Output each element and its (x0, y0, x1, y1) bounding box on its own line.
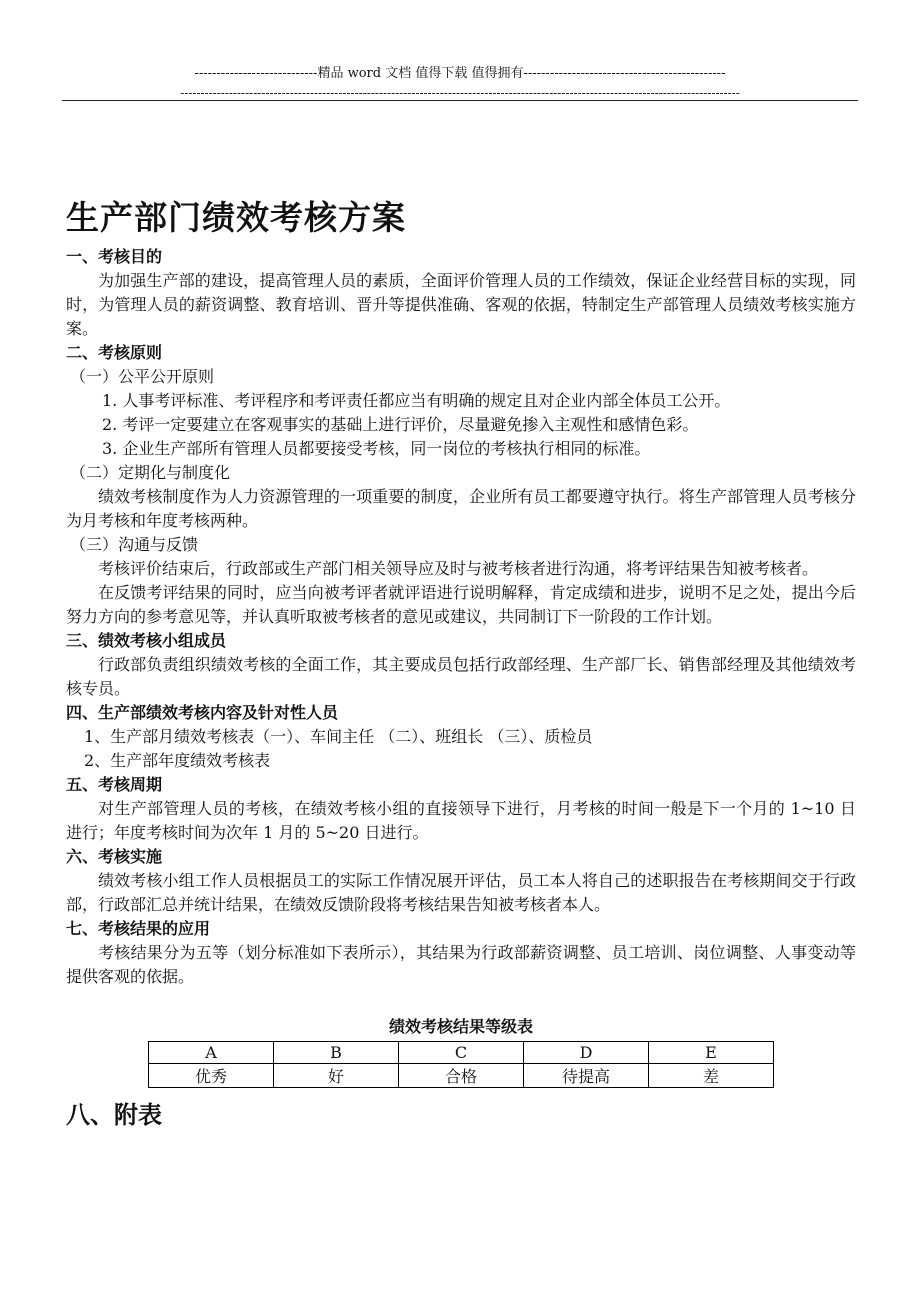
list-item: 2、生产部年度绩效考核表 (84, 751, 271, 770)
subsection-heading: （三）沟通与反馈 (70, 535, 199, 554)
paragraph: 绩效考核制度作为人力资源管理的一项重要的制度，企业所有员工都要遵守执行。将生产部管理人员考核分为月考核和年度考核两种。 (66, 487, 856, 530)
grade-cell: E (649, 1042, 774, 1064)
section-heading-7: 七、考核结果的应用 (66, 919, 211, 938)
list-item: 3. 企业生产部所有管理人员都要接受考核，同一岗位的考核执行相同的标准。 (102, 439, 651, 458)
section-heading-3: 三、绩效考核小组成员 (66, 631, 227, 650)
paragraph: 绩效考核小组工作人员根据员工的实际工作情况展开评估，员工本人将自己的述职报告在考核期间交于行政部，行政部汇总并统计结果，在绩效反馈阶段将考核结果告知被考核者本人。 (66, 871, 856, 914)
section-heading-8: 八、附表 (66, 1100, 162, 1129)
list-item: 2. 考评一定要建立在客观事实的基础上进行评价，尽量避免掺入主观性和感情色彩。 (102, 415, 699, 434)
header-rule (62, 100, 858, 101)
paragraph: 考核结果分为五等（划分标准如下表所示），其结果为行政部薪资调整、员工培训、岗位调整、人事变动等提供客观的依据。 (66, 943, 856, 986)
paragraph: 对生产部管理人员的考核，在绩效考核小组的直接领导下进行，月考核的时间一般是下一个月的 1~10 日进行；年度考核时间为次年 1 月的 5~20 日进行。 (66, 799, 856, 842)
section-heading-1: 一、考核目的 (66, 247, 163, 266)
grade-label-cell: 好 (274, 1064, 399, 1088)
grade-label-cell: 差 (649, 1064, 774, 1088)
section-heading-5: 五、考核周期 (66, 775, 163, 794)
list-item: 1、生产部月绩效考核表（一）、车间主任 （二）、班组长 （三）、质检员 (84, 727, 593, 746)
document-header-banner: ----------------------------精品 word 文档 值得下载 值得拥有---------------------------------------------- (194, 66, 726, 81)
paragraph: 考核评价结束后，行政部或生产部门相关领导应及时与被考核者进行沟通，将考评结果告知被考核者。 (98, 559, 819, 578)
grade-label-cell: 优秀 (149, 1064, 274, 1088)
grade-label-cell: 合格 (399, 1064, 524, 1088)
document-header-dashes: ------------------------------------------------------------------------------------------------------------------------------------------ (180, 86, 740, 100)
grade-cell: A (149, 1042, 274, 1064)
subsection-heading: （二）定期化与制度化 (70, 463, 231, 482)
table-row (149, 1064, 774, 1088)
table-title: 绩效考核结果等级表 (388, 1017, 533, 1036)
subsection-heading: （一）公平公开原则 (70, 367, 215, 386)
document-body (66, 194, 856, 1132)
grade-table (148, 1041, 774, 1088)
section-heading-6: 六、考核实施 (66, 847, 163, 866)
grade-cell: B (274, 1042, 399, 1064)
paragraph: 为加强生产部的建设，提高管理人员的素质，全面评价管理人员的工作绩效，保证企业经营目标的实现，同时，为管理人员的薪资调整、教育培训、晋升等提供准确、客观的依据，特制定生产部管理人员绩效考核实施方案。 (66, 271, 856, 338)
grade-cell: C (399, 1042, 524, 1064)
page-title: 生产部门绩效考核方案 (66, 198, 406, 237)
grade-cell: D (524, 1042, 649, 1064)
paragraph: 在反馈考评结果的同时，应当向被考评者就评语进行说明解释，肯定成绩和进步，说明不足之处，提出今后努力方向的参考意见等，并认真听取被考核者的意见或建议，共同制订下一阶段的工作计划。 (66, 583, 856, 626)
paragraph: 行政部负责组织绩效考核的全面工作，其主要成员包括行政部经理、生产部厂长、销售部经理及其他绩效考核专员。 (66, 655, 856, 698)
list-item: 1. 人事考评标准、考评程序和考评责任都应当有明确的规定且对企业内部全体员工公开。 (102, 391, 731, 410)
section-heading-4: 四、生产部绩效考核内容及针对性人员 (66, 703, 339, 722)
section-heading-2: 二、考核原则 (66, 343, 163, 362)
table-row (149, 1042, 774, 1064)
grade-label-cell: 待提高 (524, 1064, 649, 1088)
